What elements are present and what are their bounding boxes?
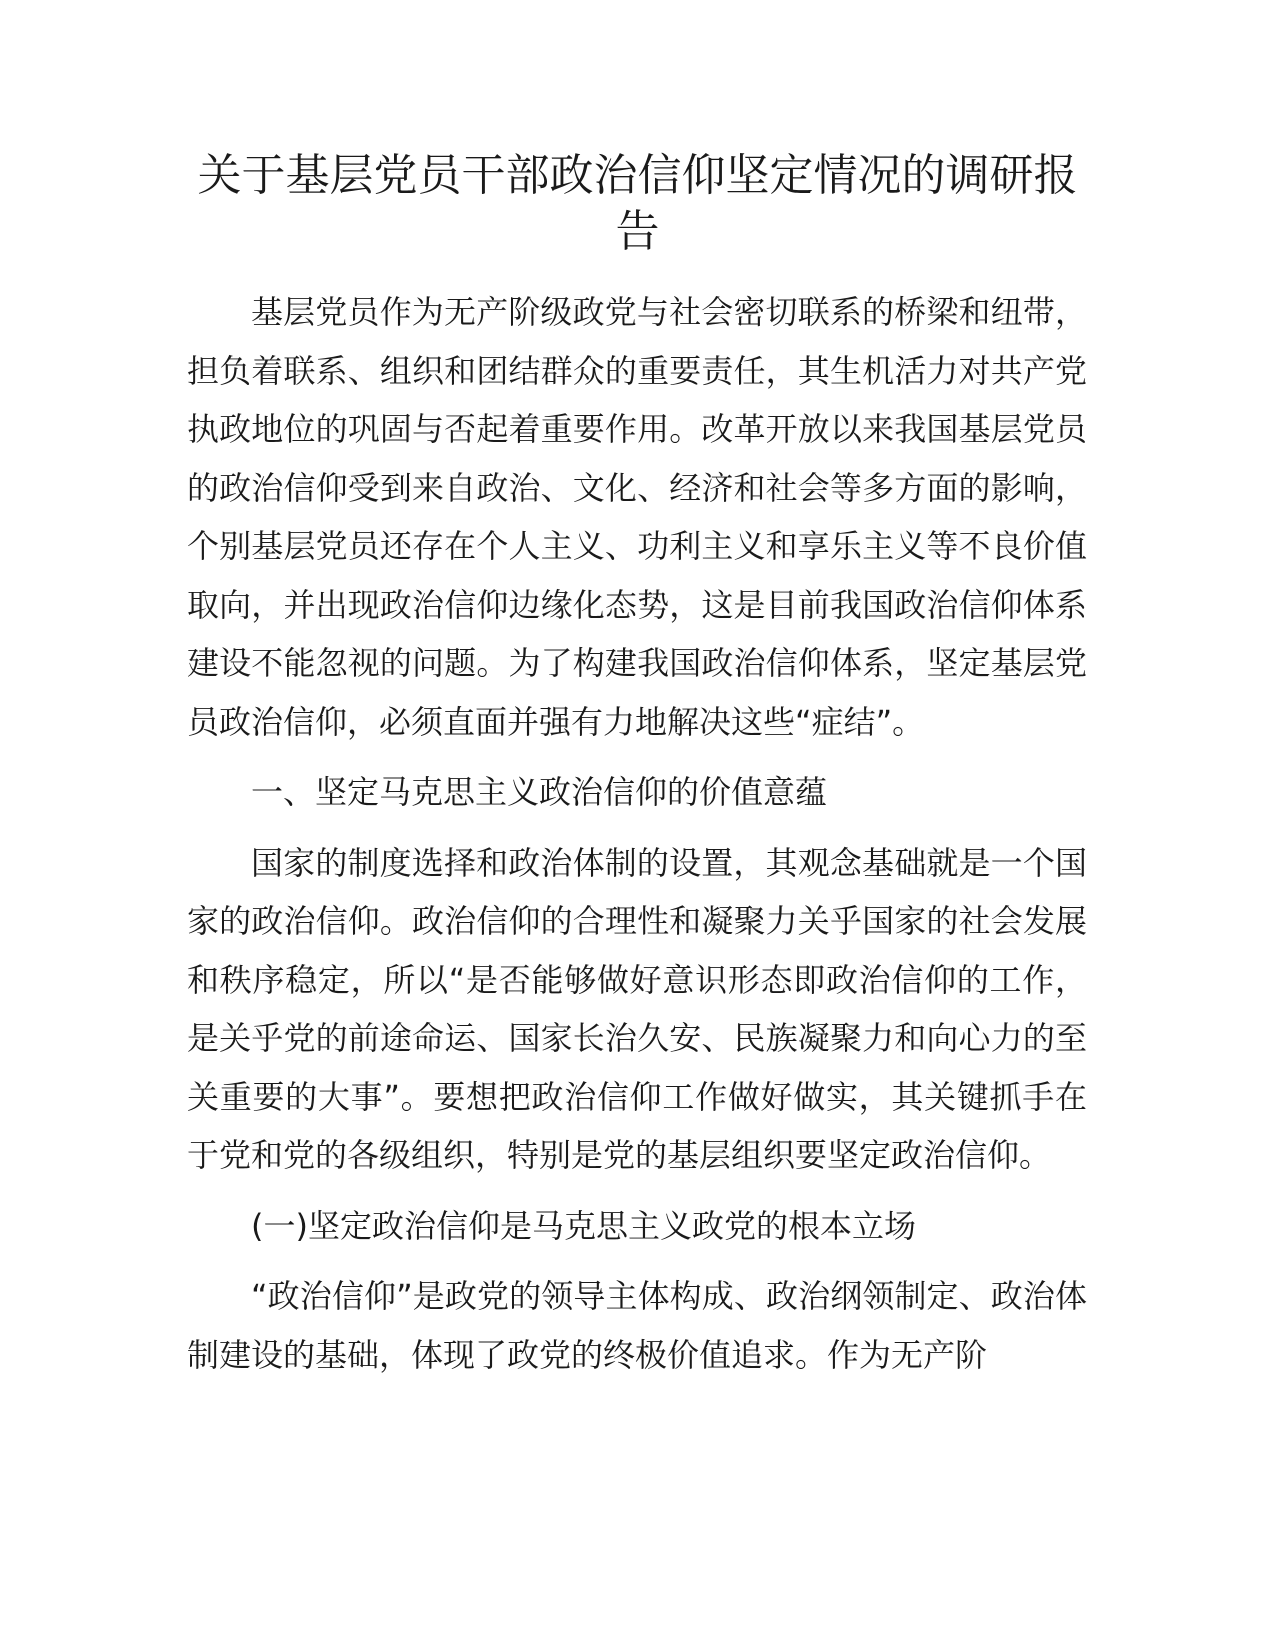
document-body bbox=[187, 283, 1087, 1396]
document-title bbox=[180, 148, 1095, 260]
subsection-heading-1: (一)坚定政治信仰是马克思主义政党的根本立场 bbox=[251, 1206, 916, 1245]
title-line-1: 关于基层党员干部政治信仰坚定情况的调研报 bbox=[197, 150, 1078, 201]
subsection-1-paragraph: “政治信仰”是政党的领导主体构成、政治纲领制定、政治体制建设的基础，体现了政党的终极价值追求。作为无产阶 bbox=[187, 1277, 1087, 1374]
intro-paragraph: 基层党员作为无产阶级政党与社会密切联系的桥梁和纽带，担负着联系、组织和团结群众的重要责任，其生机活力对共产党执政地位的巩固与否起着重要作用。改革开放以来我国基层党员的政治信仰受到来自政治、文化、经济和社会等多方面的影响，个别基层党员还存在个人主义、功利主义和享乐主义等不良价值取向，并出现政治信仰边缘化态势，这是目前我国政治信仰体系建设不能忽视的问题。为了构建我国政治信仰体系，坚定基层党员政治信仰，必须直面并强有力地解决这些“症结”。 bbox=[187, 293, 1087, 741]
title-line-2: 告 bbox=[615, 206, 660, 257]
section-1-paragraph: 国家的制度选择和政治体制的设置，其观念基础就是一个国家的政治信仰。政治信仰的合理性和凝聚力关乎国家的社会发展和秩序稳定，所以“是否能够做好意识形态即政治信仰的工作，是关乎党的前途命运、国家长治久安、民族凝聚力和向心力的至关重要的大事”。要想把政治信仰工作做好做实，其关键抓手在于党和党的各级组织，特别是党的基层组织要坚定政治信仰。 bbox=[187, 843, 1087, 1174]
section-heading-1: 一、坚定马克思主义政治信仰的价值意蕴 bbox=[251, 773, 828, 811]
